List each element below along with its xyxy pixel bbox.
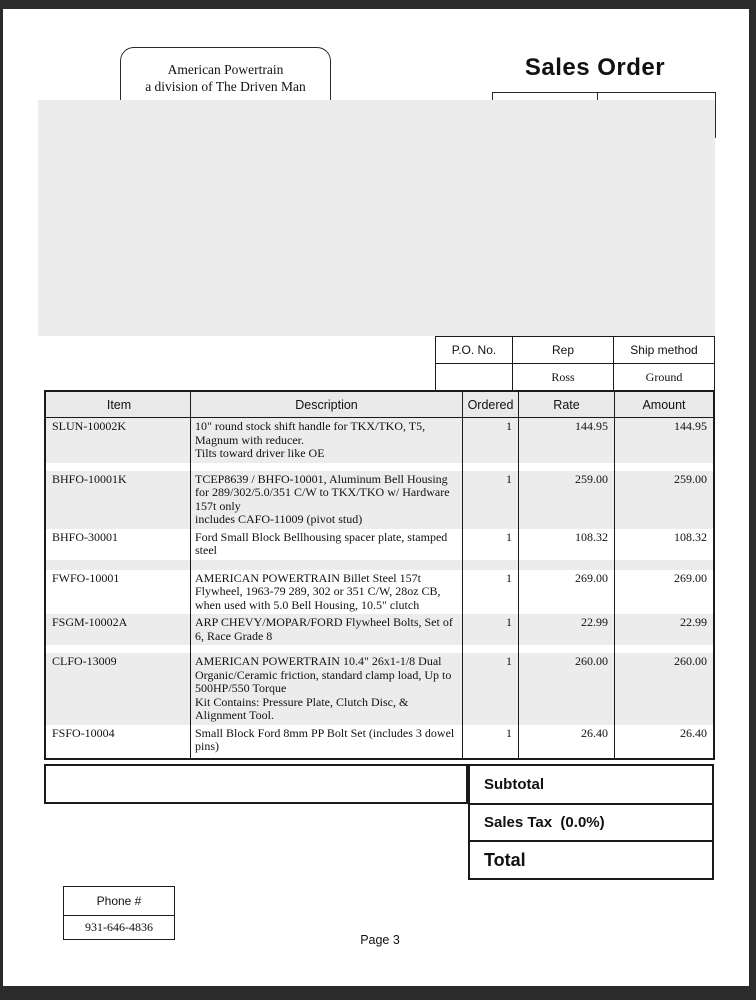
amount-column-header: Amount [642, 397, 686, 412]
order-info-table [435, 336, 715, 392]
item-code-cell: BHFO-30001 [46, 529, 191, 560]
item-ordered-cell: 1 [463, 418, 519, 463]
item-amount-cell: 259.00 [674, 471, 707, 486]
item-amount-cell: 144.95 [674, 419, 707, 433]
subtotal-row [470, 766, 712, 803]
phone-box [63, 886, 175, 940]
item-description-cell: TCEP8639 / BHFO-10001, Aluminum Bell Housing for 289/302/5.0/351 C/W to TKX/TKO w/ Hardware 157t only includes CAFO-11009 (pivot stud) [191, 471, 463, 529]
scan-edge-top [0, 0, 756, 9]
item-ordered-cell: 1 [463, 570, 519, 615]
item-description-cell: 10" round stock shift handle for TKX/TKO, T5, Magnum with reducer. Tilts toward driver like OE [191, 418, 463, 463]
subtotal-label: Subtotal [484, 776, 544, 793]
item-rate-cell: 22.99 [519, 614, 615, 645]
order-info-value-row [435, 364, 715, 392]
item-description-cell: AMERICAN POWERTRAIN 10.4" 26x1-1/8 Dual Organic/Ceramic friction, standard clamp load, Up to 500HP/550 Torque Kit Contains: Pressure Plate, Clutch Disc, & Alignment Tool. [191, 653, 463, 725]
total-row [470, 840, 712, 878]
item-description-cell: ARP CHEVY/MOPAR/FORD Flywheel Bolts, Set of 6, Race Grade 8 [191, 614, 463, 645]
item-ordered-cell: 1 [463, 614, 519, 645]
description-column-header: Description [191, 392, 463, 417]
table-row [46, 614, 713, 645]
sales-tax-label: Sales Tax (0.0%) [484, 814, 605, 831]
scan-edge-right [749, 0, 756, 1000]
totals-box [468, 764, 714, 880]
footer-message-box [44, 764, 468, 804]
po-number-header: P.O. No. [435, 336, 513, 364]
item-ordered-cell: 1 [463, 653, 519, 725]
table-row [46, 653, 713, 725]
item-code-cell: CLFO-13009 [46, 653, 191, 725]
item-code-cell: SLUN-10002K [46, 418, 191, 463]
page-title: Sales Order [524, 54, 666, 81]
item-rate-cell: 144.95 [519, 418, 615, 463]
table-spacer-row [46, 645, 713, 653]
table-row [46, 570, 713, 615]
redacted-region [38, 100, 715, 336]
scan-edge-bottom [0, 986, 756, 1000]
po-number-value [435, 364, 513, 392]
item-amount-cell: 26.40 [680, 725, 707, 740]
item-code-cell: BHFO-10001K [46, 471, 191, 529]
ship-method-value: Ground [614, 364, 715, 392]
scan-edge-left [0, 0, 3, 1000]
table-spacer-row [46, 463, 713, 471]
item-description-cell: Small Block Ford 8mm PP Bolt Set (includes 3 dowel pins) [191, 725, 463, 756]
table-row [46, 471, 713, 529]
company-name: American Powertrain [167, 62, 284, 77]
item-amount-cell: 260.00 [674, 654, 707, 668]
item-description-cell: Ford Small Block Bellhousing spacer plate, stamped steel [191, 529, 463, 560]
item-rate-cell: 260.00 [519, 653, 615, 725]
item-amount-cell: 22.99 [680, 615, 707, 629]
table-spacer-row [46, 560, 713, 570]
item-column-header: Item [46, 392, 191, 417]
order-info-header-row [435, 336, 715, 364]
item-description-cell: AMERICAN POWERTRAIN Billet Steel 157t Flywheel, 1963-79 289, 302 or 351 C/W, 28oz CB, when used with 5.0 Bell Housing, 10.5" clutch [191, 570, 463, 615]
item-code-cell: FWFO-10001 [46, 570, 191, 615]
table-spacer-row [46, 756, 713, 759]
item-ordered-cell: 1 [463, 725, 519, 756]
rep-header: Rep [513, 336, 614, 364]
table-row [46, 725, 713, 756]
item-rate-cell: 26.40 [519, 725, 615, 756]
table-row [46, 418, 713, 463]
items-rows [46, 418, 713, 758]
total-label: Total [484, 849, 526, 870]
phone-label: Phone # [64, 887, 174, 916]
item-ordered-cell: 1 [463, 529, 519, 560]
item-rate-cell: 108.32 [519, 529, 615, 560]
item-rate-cell: 269.00 [519, 570, 615, 615]
item-code-cell: FSGM-10002A [46, 614, 191, 645]
item-rate-cell: 259.00 [519, 471, 615, 529]
ordered-column-header: Ordered [463, 392, 519, 417]
items-table [44, 390, 715, 760]
ship-method-header: Ship method [614, 336, 715, 364]
item-ordered-cell: 1 [463, 471, 519, 529]
sales-tax-row [470, 803, 712, 840]
company-tagline: a division of The Driven Man [145, 79, 306, 94]
table-row [46, 529, 713, 560]
item-amount-cell: 269.00 [674, 570, 707, 585]
rep-value: Ross [513, 364, 614, 392]
items-table-header [46, 392, 713, 418]
item-amount-cell: 108.32 [674, 529, 707, 544]
page-number: Page 3 [360, 933, 400, 947]
item-code-cell: FSFO-10004 [46, 725, 191, 756]
rate-column-header: Rate [519, 392, 615, 417]
phone-value: 931-646-4836 [85, 920, 153, 934]
